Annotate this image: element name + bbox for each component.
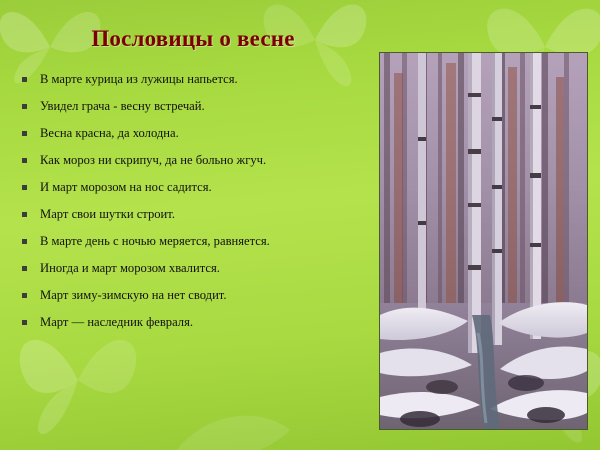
bullet-square-icon <box>22 266 27 271</box>
list-item <box>14 72 374 86</box>
bullet-square-icon <box>22 239 27 244</box>
list-item-label: Март зиму-зимскую на нет сводит. <box>40 287 227 302</box>
list-item <box>14 288 374 302</box>
list-item <box>14 315 374 329</box>
bullet-square-icon <box>22 212 27 217</box>
bullet-square-icon <box>22 185 27 190</box>
list-item <box>14 153 374 167</box>
page-title: Пословицы о весне <box>91 26 295 51</box>
bullet-square-icon <box>22 104 27 109</box>
list-item <box>14 180 374 194</box>
list-item-label: Как мороз ни скрипуч, да не больно жгуч. <box>40 152 267 167</box>
list-item-label: Весна красна, да холодна. <box>40 125 179 140</box>
winter-forest-photo <box>379 52 588 430</box>
list-item <box>14 234 374 248</box>
bullet-square-icon <box>22 293 27 298</box>
list-item-label: В марте курица из лужицы напьется. <box>40 72 238 86</box>
list-item <box>14 99 374 113</box>
list-item <box>14 261 374 275</box>
leaf-icon <box>160 400 300 450</box>
list-item-label: Увидел грача - весну встречай. <box>40 98 205 113</box>
proverb-list <box>14 72 374 342</box>
list-item <box>14 207 374 221</box>
list-item-label: Иногда и март морозом хвалится. <box>40 260 220 275</box>
bullet-square-icon <box>22 320 27 325</box>
list-item-label: Март — наследник февраля. <box>40 314 194 329</box>
bullet-square-icon <box>22 77 27 82</box>
list-item <box>14 126 374 140</box>
bullet-square-icon <box>22 158 27 163</box>
list-item-label: И март морозом на нос садится. <box>40 179 212 194</box>
list-item-label: В марте день с ночью меряется, равняется. <box>40 233 270 248</box>
list-item-label: Март свои шутки строит. <box>40 206 175 221</box>
bullet-square-icon <box>22 131 27 136</box>
